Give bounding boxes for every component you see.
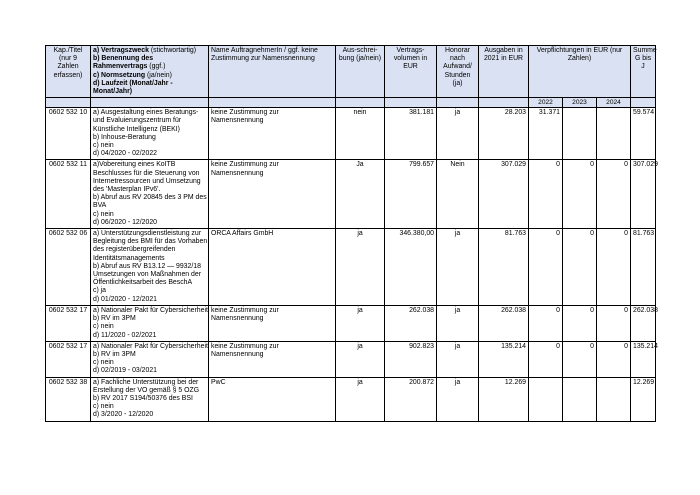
cell-2024: 0 (597, 160, 631, 229)
cell-zweck-line: d) 3/2020 - 12/2020 (93, 411, 154, 419)
cell-zweck-line: Identitätsmanagements (93, 254, 165, 262)
cell-2024: 0 (597, 229, 631, 306)
cell-volumen: 200.872 (385, 377, 437, 421)
year-2024-header: 2024 (597, 98, 631, 108)
cell-zweck (91, 341, 209, 377)
cell-zweck-line: a)Vobereitung eines KoITB (93, 161, 176, 169)
table-row (46, 108, 656, 160)
cell-honorar: ja (437, 305, 479, 341)
header-honorar: Honorar nach Aufwand/ Stunden (ja) (437, 46, 479, 98)
cell-zweck-line: b) RV im 3PM (93, 350, 136, 358)
cell-name (209, 305, 336, 341)
cell-zweck-line: c) nein (93, 210, 114, 218)
cell-name (209, 341, 336, 377)
cell-zweck (91, 305, 209, 341)
header-name: Name AuftragnehmerIn / ggf. keine Zustimmung zur Namensnennung (209, 46, 336, 98)
year-subheader-row (46, 98, 656, 108)
cell-honorar: ja (437, 108, 479, 160)
header-ausgaben: Ausgaben in 2021 in EUR (479, 46, 529, 98)
year-2022-header: 2022 (529, 98, 563, 108)
cell-2022: 0 (529, 160, 563, 229)
cell-zweck-line: d) 01/2020 - 12/2021 (93, 295, 157, 303)
cell-kap: 0602 532 06 (46, 229, 91, 306)
cell-zweck-line: d) 04/2020 - 02/2022 (93, 150, 157, 158)
cell-zweck-line: BVA (93, 202, 107, 210)
year-2023-header: 2023 (563, 98, 597, 108)
cell-summe: 307.029 (631, 160, 656, 229)
cell-zweck-line: Internetressourcen und Umsetzung (93, 177, 201, 185)
cell-zweck-line: des 'Masterplan IPv6'. (93, 186, 161, 194)
cell-zweck-line: d) 06/2020 - 12/2020 (93, 218, 157, 226)
cell-zweck-line: b) RV 2017 S194/50376 des BSI (93, 394, 193, 402)
cell-ausgaben: 135.214 (479, 341, 529, 377)
cell-zweck-line: Erstellung der VO gemäß § 5 OZG (93, 386, 200, 394)
cell-zweck-line: b) Abruf aus RV 20845 des 3 PM des (93, 194, 207, 202)
cell-name-line: Namensnennung (211, 117, 264, 125)
cell-zweck-line: a) Ausgestaltung eines Beratungs- (93, 109, 199, 117)
cell-name-line: ORCA Affairs GmbH (211, 230, 274, 238)
cell-zweck-line: b) Inhouse-Beratung (93, 133, 156, 141)
cell-name (209, 160, 336, 229)
cell-zweck-line: Künstliche Intelligenz (BEKI) (93, 125, 180, 133)
cell-2022: 31.371 (529, 108, 563, 160)
cell-name-line: Namensnennung (211, 315, 264, 323)
header-verpflichtungen: Verpflichtungen in EUR (nur Zahlen) (529, 46, 631, 98)
header-ausschreibung: Aus-schrei-bung (ja/nein) (336, 46, 385, 98)
cell-zweck-line: Beschlusses für die Steuerung von (93, 169, 200, 177)
cell-kap: 0602 532 38 (46, 377, 91, 421)
header-zweck: a) Vertragszweck (stichwortartig) b) Benennung des Rahmenvertrags (ggf.) c) Normsetzung (ja/nein) d) Laufzeit (Monat/Jahr - Monat/Jahr) (91, 46, 209, 98)
cell-zweck-line: a) Fachliche Unterstützung bei der (93, 378, 199, 386)
cell-zweck-line: b) RV im 3PM (93, 315, 136, 323)
cell-2023 (563, 108, 597, 160)
cell-2022 (529, 377, 563, 421)
cell-zweck-line: a) Nationaler Pakt für Cybersicherheit (93, 342, 208, 350)
cell-ausschreibung: Ja (336, 160, 385, 229)
cell-zweck-line: Begleitung des BMI für das Vorhaben (93, 238, 208, 246)
cell-name-line: Namensnennung (211, 350, 264, 358)
cell-kap: 0602 532 11 (46, 160, 91, 229)
cell-zweck-line: und Evaluierungszentrum für (93, 117, 182, 125)
cell-zweck-line: b) Abruf aus RV B13.12 — 9932/18 (93, 262, 201, 270)
cell-2024 (597, 108, 631, 160)
cell-volumen: 346.380,00 (385, 229, 437, 306)
cell-kap: 0602 532 10 (46, 108, 91, 160)
cell-zweck-line: Umsetzungen von Maßnahmen der (93, 271, 202, 279)
table-row (46, 377, 656, 421)
cell-ausschreibung: ja (336, 377, 385, 421)
cell-2024 (597, 377, 631, 421)
table-row (46, 305, 656, 341)
cell-ausgaben: 81.763 (479, 229, 529, 306)
cell-zweck-line: a) Nationaler Pakt für Cybersicherheit (93, 306, 208, 314)
cell-summe: 12.269 (631, 377, 656, 421)
cell-ausschreibung: ja (336, 305, 385, 341)
cell-name (209, 377, 336, 421)
cell-2023: 0 (563, 229, 597, 306)
cell-honorar: ja (437, 377, 479, 421)
cell-volumen: 902.823 (385, 341, 437, 377)
table-row (46, 229, 656, 306)
cell-summe: 135.214 (631, 341, 656, 377)
contracts-table (45, 45, 656, 422)
cell-ausschreibung: ja (336, 229, 385, 306)
cell-zweck-line: c) nein (93, 142, 114, 150)
cell-name-line: keine Zustimmung zur (211, 109, 279, 117)
cell-summe: 262.038 (631, 305, 656, 341)
cell-2023: 0 (563, 160, 597, 229)
cell-ausgaben: 28.203 (479, 108, 529, 160)
cell-name-line: keine Zustimmung zur (211, 161, 279, 169)
cell-zweck-line: d) 02/2019 - 03/2021 (93, 367, 157, 375)
cell-zweck-line: c) nein (93, 403, 114, 411)
cell-kap: 0602 532 17 (46, 341, 91, 377)
cell-ausschreibung: ja (336, 341, 385, 377)
cell-volumen: 262.038 (385, 305, 437, 341)
cell-volumen: 381.181 (385, 108, 437, 160)
cell-zweck-line: a) Unterstützungsdienstleistung zur (93, 230, 202, 238)
cell-2023: 0 (563, 305, 597, 341)
header-row (46, 46, 656, 98)
cell-zweck (91, 160, 209, 229)
cell-name (209, 229, 336, 306)
cell-zweck-line: d) 11/2020 - 02/2021 (93, 331, 157, 339)
cell-ausgaben: 307.029 (479, 160, 529, 229)
cell-zweck-line: Öffentlichkeitsarbeit des BeschA (93, 279, 193, 287)
table-row (46, 341, 656, 377)
header-volumen: Vertrags-volumen in EUR (385, 46, 437, 98)
cell-ausschreibung: nein (336, 108, 385, 160)
cell-zweck-line: des registerübergreifenden (93, 246, 176, 254)
cell-honorar: Nein (437, 160, 479, 229)
cell-2024: 0 (597, 305, 631, 341)
cell-zweck (91, 377, 209, 421)
cell-kap: 0602 532 17 (46, 305, 91, 341)
cell-ausgaben: 12.269 (479, 377, 529, 421)
header-kap: Kap./Titel (nur 9 Zahlen erfassen) (46, 46, 91, 98)
cell-summe: 81.763 (631, 229, 656, 306)
cell-summe: 59.574 (631, 108, 656, 160)
cell-2024: 0 (597, 341, 631, 377)
cell-honorar: ja (437, 341, 479, 377)
table-row (46, 160, 656, 229)
cell-zweck-line: c) nein (93, 359, 114, 367)
cell-volumen: 799.657 (385, 160, 437, 229)
cell-honorar: ja (437, 229, 479, 306)
header-summe: Summe G bis J (631, 46, 656, 98)
cell-2022: 0 (529, 341, 563, 377)
cell-2023 (563, 377, 597, 421)
cell-name (209, 108, 336, 160)
cell-name-line: Namensnennung (211, 169, 264, 177)
cell-name-line: keine Zustimmung zur (211, 306, 279, 314)
cell-zweck-line: c) ja (93, 287, 107, 295)
cell-zweck (91, 108, 209, 160)
cell-2022: 0 (529, 305, 563, 341)
cell-zweck-line: c) nein (93, 323, 114, 331)
cell-name-line: PwC (211, 378, 226, 386)
cell-name-line: keine Zustimmung zur (211, 342, 279, 350)
cell-ausgaben: 262.038 (479, 305, 529, 341)
cell-zweck (91, 229, 209, 306)
cell-2023: 0 (563, 341, 597, 377)
cell-2022: 0 (529, 229, 563, 306)
